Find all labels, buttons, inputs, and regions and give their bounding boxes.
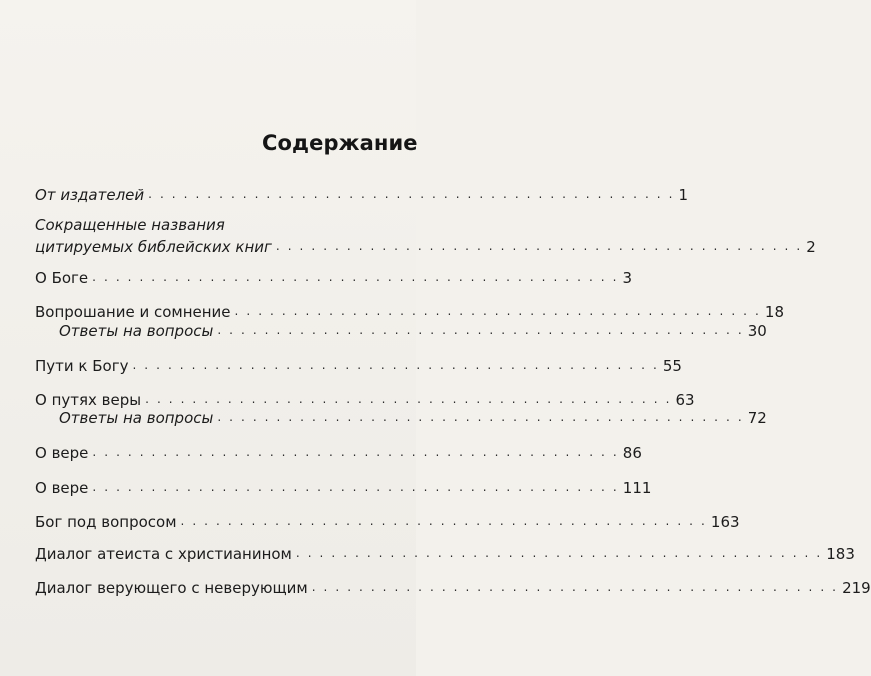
toc-entry-on-faith-1[interactable] [35, 440, 642, 462]
toc-entry-on-faith-2[interactable] [35, 475, 652, 497]
dot-leader: . . . . . . . . . . . . . . . . . . . . . . . . . . . . . . . . . . . . . . . . . . . . . [180, 514, 707, 528]
toc-entry-page: 1 [678, 186, 689, 204]
toc-entry-label: От издателей [35, 186, 145, 204]
toc-entry-label: Бог под вопросом [35, 513, 177, 531]
toc-entry-label: О вере [35, 444, 89, 462]
toc-entry-answers-2[interactable] [59, 405, 767, 427]
toc-entry-page: 163 [710, 513, 740, 531]
toc-entry-publishers[interactable] [35, 182, 689, 204]
toc-entry-label: О вере [35, 479, 89, 497]
dot-leader: . . . . . . . . . . . . . . . . . . . . . . . . . . . . . . . . . . . . . . . . . . . . . [145, 392, 672, 406]
dot-leader: . . . . . . . . . . . . . . . . . . . . . . . . . . . . . . . . . . . . . . . . . . . . . [234, 304, 761, 318]
dot-leader: . . . . . . . . . . . . . . . . . . . . . . . . . . . . . . . . . . . . . . . . . . . . . [295, 546, 823, 560]
dot-leader: . . . . . . . . . . . . . . . . . . . . . . . . . . . . . . . . . . . . . . . . . . . . . [311, 580, 839, 594]
toc-entry-label: О Боге [35, 269, 89, 287]
toc-entry-page: 72 [747, 409, 767, 427]
toc-entry-label: Ответы на вопросы [59, 409, 214, 427]
dot-leader: . . . . . . . . . . . . . . . . . . . . . . . . . . . . . . . . . . . . . . . . . . . . . [92, 480, 619, 494]
toc-entry-paths-to-god[interactable] [35, 353, 682, 375]
toc-entry-page: 2 [806, 238, 816, 256]
toc-entry-page: 111 [622, 479, 652, 497]
page-title: Содержание [262, 131, 418, 155]
toc-entry-label: Диалог верующего с неверующим [35, 579, 308, 597]
dot-leader: . . . . . . . . . . . . . . . . . . . . . . . . . . . . . . . . . . . . . . . . . . . . . [132, 358, 659, 372]
dot-leader: . . . . . . . . . . . . . . . . . . . . . . . . . . . . . . . . . . . . . . . . . . . . . [148, 187, 675, 201]
toc-entry-page: 18 [764, 303, 785, 321]
toc-entry-believer-dialogue[interactable] [35, 575, 871, 597]
toc-entry-god-in-question[interactable] [35, 509, 740, 531]
toc-entry-label: Диалог атеиста с христианином [35, 545, 292, 563]
dot-leader: . . . . . . . . . . . . . . . . . . . . . . . . . . . . . . . . . . . . . . . . . . . . . [217, 323, 744, 337]
toc-entry-answers-1[interactable] [59, 318, 767, 340]
toc-entry-page: 3 [622, 269, 633, 287]
toc-entry-page: 219 [842, 579, 871, 597]
dot-leader: . . . . . . . . . . . . . . . . . . . . . . . . . . . . . . . . . . . . . . . . . . . . . [92, 270, 619, 284]
toc-entry-label-line1: Сокращенные названия [35, 216, 225, 234]
toc-entry-label: Пути к Богу [35, 357, 129, 375]
toc-entry-label: Ответы на вопросы [59, 322, 214, 340]
dot-leader: . . . . . . . . . . . . . . . . . . . . . . . . . . . . . . . . . . . . . . . . . . . . . [275, 239, 803, 253]
toc-entry-label: цитируемых библейских книг [35, 238, 272, 256]
toc-entry-page: 86 [622, 444, 642, 462]
toc-entry-label: Вопрошание и сомнение [35, 303, 231, 321]
toc-entry-page: 63 [675, 391, 695, 409]
toc-entry-abbreviations[interactable] [35, 234, 816, 256]
toc-entry-page: 30 [747, 322, 767, 340]
toc-entry-about-god[interactable] [35, 265, 633, 287]
dot-leader: . . . . . . . . . . . . . . . . . . . . . . . . . . . . . . . . . . . . . . . . . . . . . [92, 445, 619, 459]
toc-entry-page: 183 [826, 545, 855, 563]
toc-entry-label: О путях веры [35, 391, 142, 409]
toc-entry-page: 55 [662, 357, 682, 375]
dot-leader: . . . . . . . . . . . . . . . . . . . . . . . . . . . . . . . . . . . . . . . . . . . . . [217, 410, 744, 424]
toc-entry-atheist-dialogue[interactable] [35, 541, 855, 563]
